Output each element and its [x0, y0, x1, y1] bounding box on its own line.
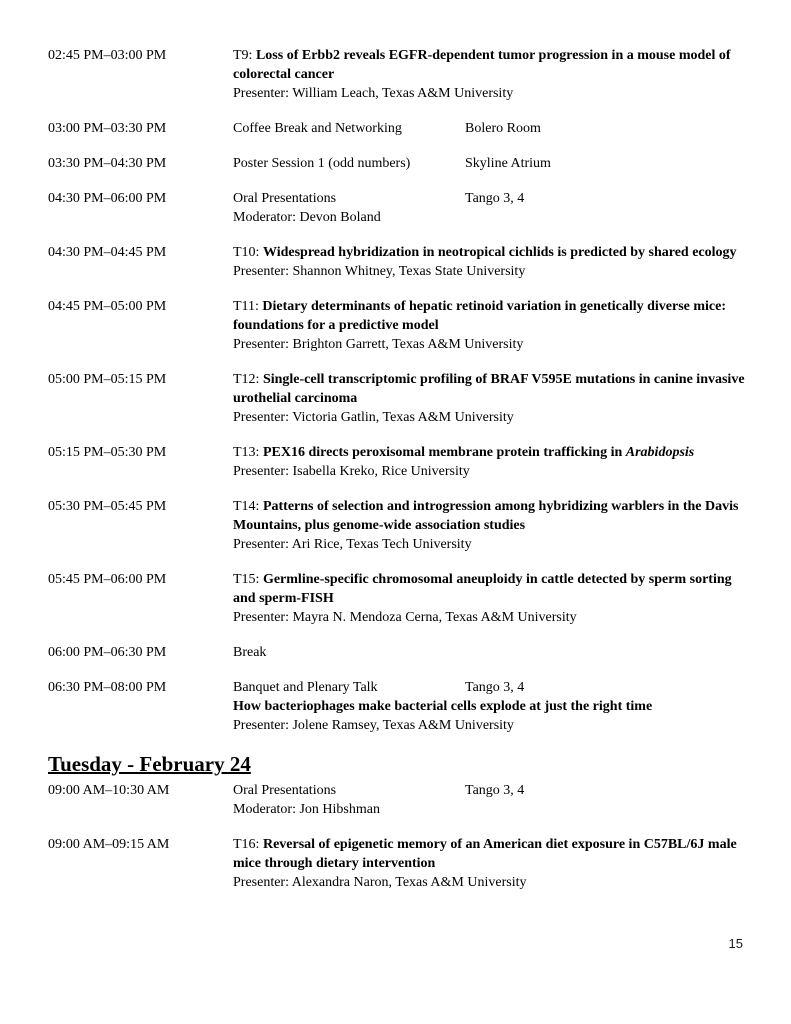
time-range: 03:00 PM–03:30 PM [48, 121, 167, 136]
session-details [233, 370, 755, 427]
schedule [48, 46, 755, 892]
session-line [233, 208, 755, 227]
location: Skyline Atrium [465, 156, 551, 171]
session-title-text: Patterns of selection and introgression among hybridizing warblers in the Davis Mountains, plus genome-wide association studies [233, 499, 739, 533]
session-title-text: How bacteriophages make bacterial cells explode at just the right time [233, 699, 653, 714]
time-range: 05:15 PM–05:30 PM [48, 445, 167, 460]
session-text: Presenter: Brighton Garrett, Texas A&M University [233, 337, 524, 352]
session-details [233, 835, 755, 892]
session-text: Presenter: Victoria Gatlin, Texas A&M University [233, 410, 514, 425]
time-range: 05:45 PM–06:00 PM [48, 572, 167, 587]
time-range: 03:30 PM–04:30 PM [48, 156, 167, 171]
session-details [233, 46, 755, 103]
time-range: 04:30 PM–04:45 PM [48, 245, 167, 260]
location: Bolero Room [465, 121, 541, 136]
session-details [233, 189, 755, 227]
session-text: Poster Session 1 (odd numbers) [233, 156, 411, 171]
session-line [233, 154, 755, 173]
time-range: 02:45 PM–03:00 PM [48, 48, 167, 63]
time-range: 05:30 PM–05:45 PM [48, 499, 167, 514]
session-text: Presenter: Alexandra Naron, Texas A&M University [233, 875, 527, 890]
schedule-row [48, 370, 755, 427]
session-line [233, 497, 755, 535]
schedule-row [48, 189, 755, 227]
session-details [233, 678, 755, 735]
session-text: Break [233, 645, 267, 660]
session-line [233, 643, 755, 662]
session-line [233, 408, 755, 427]
schedule-row [48, 154, 755, 173]
session-line [233, 781, 755, 800]
session-title-text: PEX16 directs peroxisomal membrane protein trafficking in [262, 445, 626, 460]
session-text: Presenter: Mayra N. Mendoza Cerna, Texas A&M University [233, 610, 577, 625]
schedule-row [48, 243, 755, 281]
schedule-row [48, 835, 755, 892]
session-line [233, 335, 755, 354]
time-range: 09:00 AM–09:15 AM [48, 837, 170, 852]
time-range: 05:00 PM–05:15 PM [48, 372, 167, 387]
day-heading [48, 751, 755, 777]
session-line [233, 800, 755, 819]
location: Tango 3, 4 [465, 680, 525, 695]
session-text: T9: [233, 48, 256, 63]
session-title-text: Reversal of epigenetic memory of an American diet exposure in C57BL/6J male mice through dietary intervention [233, 837, 737, 871]
session-text: Moderator: Devon Boland [233, 210, 381, 225]
session-details [233, 154, 755, 173]
session-line [233, 608, 755, 627]
session-details [233, 781, 755, 819]
session-details [233, 643, 755, 662]
session-text: Coffee Break and Networking [233, 121, 402, 136]
session-text: T15: [233, 572, 263, 587]
session-text: Presenter: Ari Rice, Texas Tech University [233, 537, 472, 552]
session-text: T10: [233, 245, 263, 260]
session-line [233, 570, 755, 608]
session-line [233, 262, 755, 281]
time-range: 04:45 PM–05:00 PM [48, 299, 167, 314]
time-range: 04:30 PM–06:00 PM [48, 191, 167, 206]
session-title-text: Single-cell transcriptomic profiling of BRAF V595E mutations in canine invasive urothelial carcinoma [233, 372, 745, 406]
session-text: T16: [233, 837, 263, 852]
session-details [233, 297, 755, 354]
session-text: Oral Presentations [233, 783, 337, 798]
session-line [233, 443, 755, 462]
session-line [233, 297, 755, 335]
session-line [233, 835, 755, 873]
session-details [233, 497, 755, 554]
schedule-row [48, 497, 755, 554]
session-line [233, 119, 755, 138]
session-text: T14: [233, 499, 263, 514]
session-title-text: Loss of Erbb2 reveals EGFR-dependent tumor progression in a mouse model of colorectal cancer [233, 48, 731, 82]
session-details [233, 243, 755, 281]
session-title-text: Germline-specific chromosomal aneuploidy in cattle detected by sperm sorting and sperm-FISH [233, 572, 732, 606]
session-line [233, 84, 755, 103]
session-details [233, 570, 755, 627]
location: Tango 3, 4 [465, 783, 525, 798]
schedule-row [48, 781, 755, 819]
time-range: 09:00 AM–10:30 AM [48, 783, 170, 798]
time-range: 06:30 PM–08:00 PM [48, 680, 167, 695]
session-line [233, 716, 755, 735]
time-range: 06:00 PM–06:30 PM [48, 645, 167, 660]
session-text: T11: [233, 299, 263, 314]
page-number: 15 [728, 936, 743, 951]
session-text: T12: [233, 372, 263, 387]
session-text: Presenter: Jolene Ramsey, Texas A&M University [233, 718, 514, 733]
session-line [233, 873, 755, 892]
session-text: Oral Presentations [233, 191, 337, 206]
session-title-text: Widespread hybridization in neotropical cichlids is predicted by shared ecology [262, 245, 737, 260]
session-line [233, 243, 755, 262]
schedule-row [48, 119, 755, 138]
session-line [233, 189, 755, 208]
session-details [233, 443, 755, 481]
location: Tango 3, 4 [465, 191, 525, 206]
schedule-row [48, 46, 755, 103]
session-line [233, 535, 755, 554]
session-details [233, 119, 755, 138]
schedule-row [48, 678, 755, 735]
session-text: T13: [233, 445, 263, 460]
schedule-row [48, 297, 755, 354]
session-text: Presenter: Shannon Whitney, Texas State University [233, 264, 526, 279]
schedule-row [48, 643, 755, 662]
session-text: Banquet and Plenary Talk [233, 680, 378, 695]
session-text: Presenter: William Leach, Texas A&M University [233, 86, 514, 101]
session-line [233, 697, 755, 716]
schedule-row [48, 570, 755, 627]
session-title-text: Dietary determinants of hepatic retinoid variation in genetically diverse mice: foundations for a predictive model [233, 299, 727, 333]
session-text: Moderator: Jon Hibshman [233, 802, 380, 817]
session-line [233, 46, 755, 84]
session-line [233, 678, 755, 697]
session-title-text: Arabidopsis [625, 445, 695, 460]
session-text: Presenter: Isabella Kreko, Rice University [233, 464, 470, 479]
session-line [233, 370, 755, 408]
schedule-row [48, 443, 755, 481]
day-heading-text: Tuesday - February 24 [48, 752, 251, 776]
session-line [233, 462, 755, 481]
